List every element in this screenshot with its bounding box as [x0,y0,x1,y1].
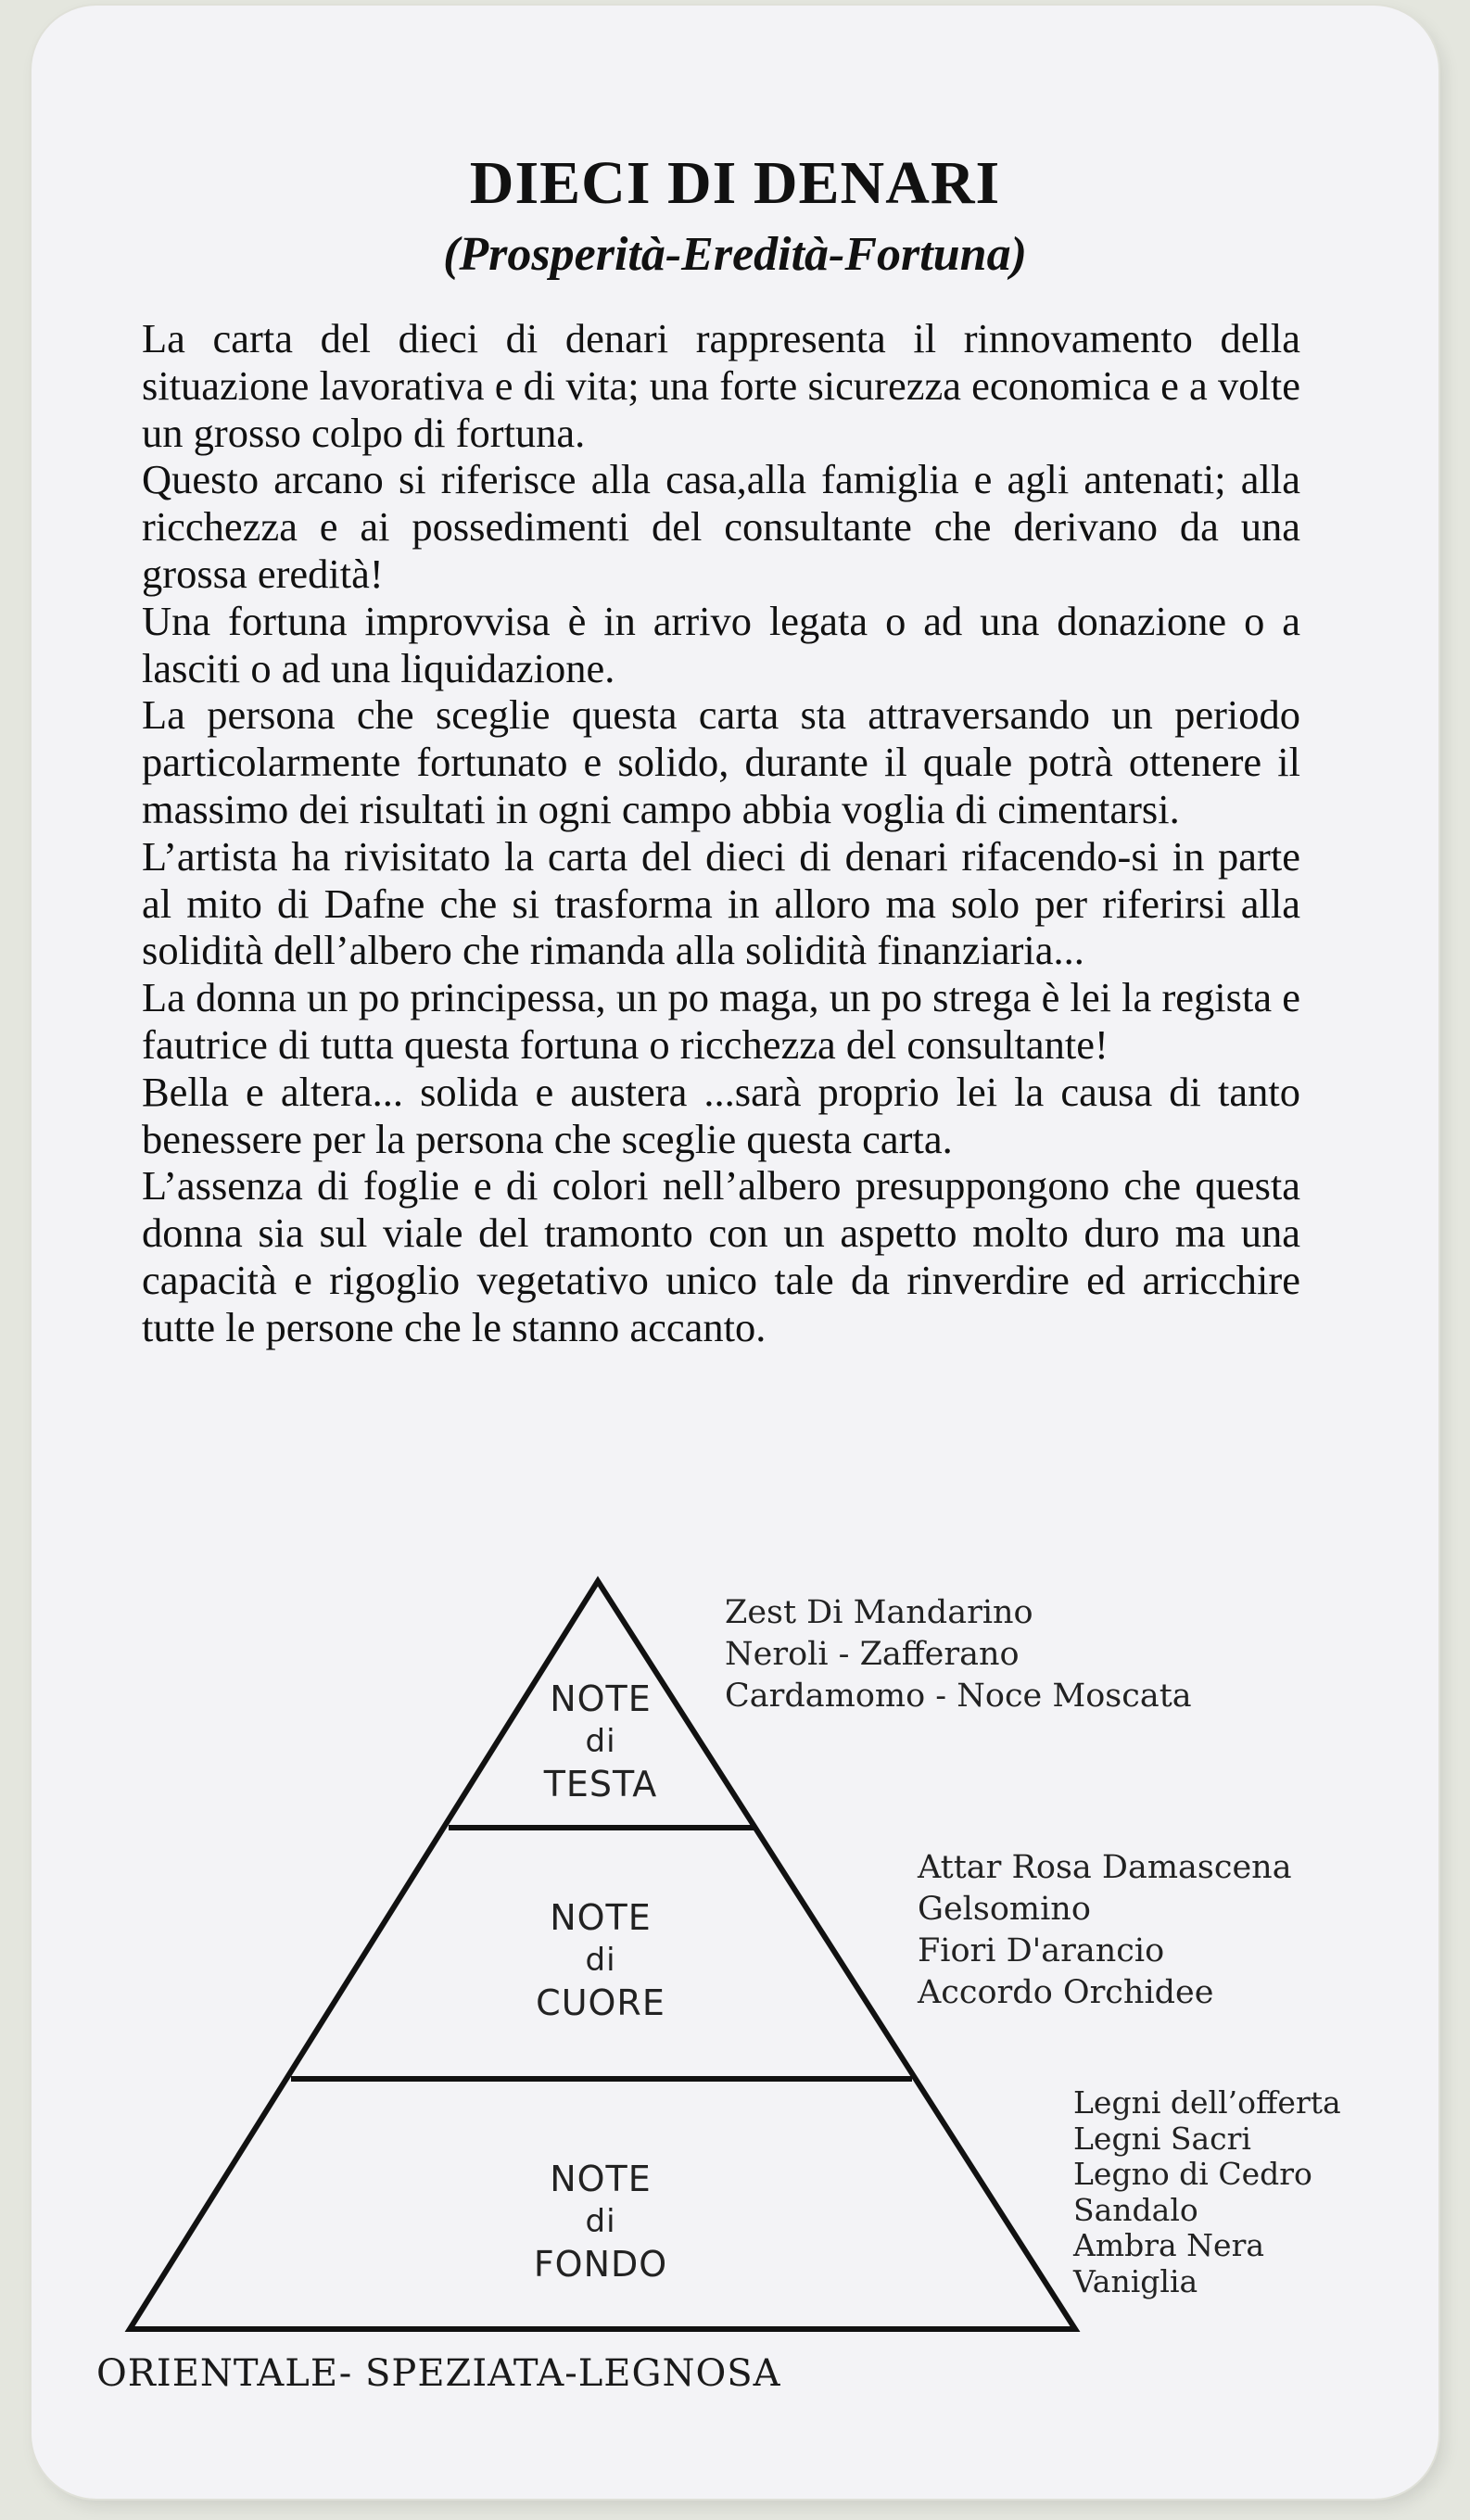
ingredient: Sandalo [1073,2191,1198,2228]
ingredient: Fiori D'arancio [918,1932,1165,1969]
ingredient: Vaniglia [1073,2262,1198,2299]
base-notes-label: NOTE di FONDO [533,2159,668,2285]
ingredient: Accordo Orchidee [918,1974,1214,2011]
base-notes-ingredients [1073,2085,1341,2299]
ingredient: Neroli - Zafferano [725,1636,1020,1673]
paragraph: La carta del dieci di denari rappresenta il rinnovamento della situazione lavorativa e di vita; una forte sicurezza economica e a volte un grosso colpo di fortuna. [142,315,1300,456]
heart-notes-label: NOTE di CUORE [536,1897,665,2023]
top-notes-label: NOTE di TESTA [543,1678,658,1805]
paragraph: L’assenza di foglie e di colori nell’albero presuppongono che questa donna sia sul viale del tramonto con un aspetto molto duro ma una capacità e rigoglio vegetativo unico tale da rinverdire ed arricchire tutte le persone che le stanno accanto. [142,1162,1300,1350]
ingredient: Cardamomo - Noce Moscata [725,1678,1192,1715]
paragraph: Bella e altera... solida e austera ...sarà proprio lei la causa di tanto benessere per la persona che sceglie questa carta. [142,1068,1300,1162]
ingredient: Gelsomino [918,1891,1091,1928]
ingredient: Legni Sacri [1073,2120,1251,2157]
paragraph: Una fortuna improvvisa è in arrivo legata o ad una donazione o a lasciti o ad una liquidazione. [142,597,1300,691]
fragrance-family: ORIENTALE- SPEZIATA-LEGNOSA [96,2352,781,2395]
ingredient: Legni dell’offerta [1073,2084,1341,2121]
heart-notes-ingredients [918,1847,1292,2014]
ingredient: Zest Di Mandarino [725,1594,1033,1631]
card-subtitle: (Prosperità-Eredità-Fortuna) [443,228,1027,281]
top-notes-ingredients [725,1592,1192,1717]
ingredient: Ambra Nera [1073,2227,1265,2263]
ingredient: Attar Rosa Damascena [918,1849,1292,1886]
paragraph: L’artista ha rivisitato la carta del dieci di denari rifacendo-si in parte al mito di Dafne che si trasforma in alloro ma solo per riferirsi alla solidità dell’albero che rimanda alla solidità finanziaria... [142,832,1300,974]
paragraph: Questo arcano si riferisce alla casa,alla famiglia e agli antenati; alla ricchezza e ai possedimenti del consultante che derivano da una grossa eredità! [142,456,1300,597]
paragraph: La donna un po principessa, un po maga, un po strega è lei la regista e fautrice di tutta questa fortuna o ricchezza del consultante! [142,974,1300,1068]
card-title: DIECI DI DENARI [469,149,1001,217]
paragraph: La persona che sceglie questa carta sta attraversando un periodo particolarmente fortunato e solido, durante il quale potrà ottenere il massimo dei risultati in ogni campo abbia voglia di cimentarsi. [142,691,1300,832]
ingredient: Legno di Cedro [1073,2156,1312,2192]
